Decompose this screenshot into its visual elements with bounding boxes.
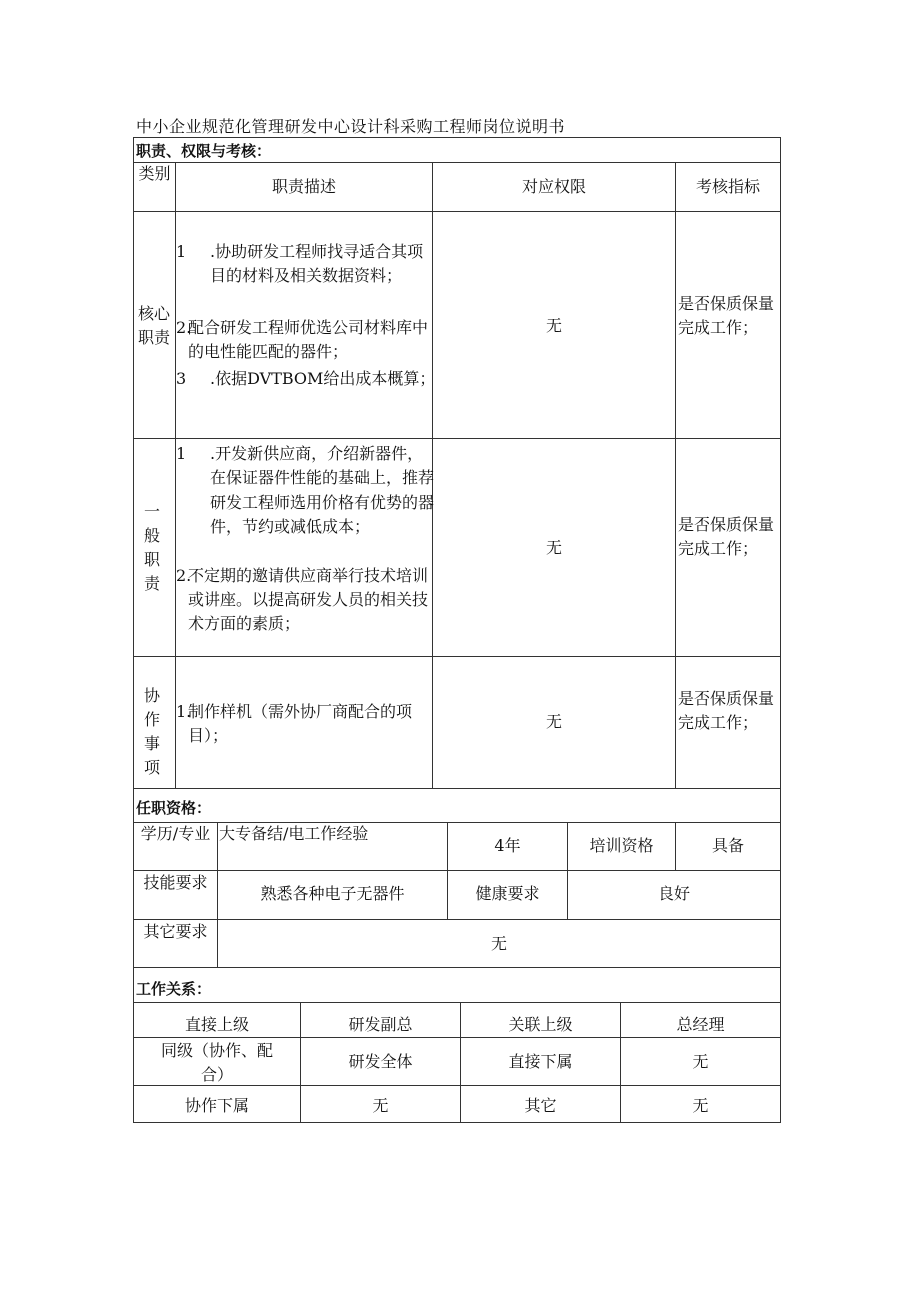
health-value: 良好 xyxy=(657,884,690,903)
relation-cell: 直接下属 xyxy=(508,1052,573,1071)
authority-value: 无 xyxy=(545,712,562,731)
relation-cell: 同级（协作、配合） xyxy=(160,1041,273,1084)
section-heading-relations: 工作关系： xyxy=(136,980,212,998)
education-label: 学历/专业 xyxy=(140,824,211,843)
relation-cell: 其它 xyxy=(524,1096,557,1115)
category-general: 一般职责 xyxy=(143,502,160,593)
relation-cell: 总经理 xyxy=(676,1015,725,1034)
header-category: 类别 xyxy=(138,164,171,183)
training-value: 具备 xyxy=(711,836,744,855)
authority-value: 无 xyxy=(545,316,562,335)
education-value: 大专备结/电工作经验 xyxy=(219,824,369,843)
experience-value: 4年 xyxy=(494,836,521,855)
assessment-value: 是否保质保量完成工作； xyxy=(678,689,775,732)
relation-cell: 研发副总 xyxy=(348,1015,413,1034)
relation-cell: 无 xyxy=(692,1052,709,1071)
authority-value: 无 xyxy=(545,538,562,557)
health-label: 健康要求 xyxy=(475,884,540,903)
skill-value: 熟悉各种电子无器件 xyxy=(260,884,405,903)
skill-label: 技能要求 xyxy=(143,873,208,892)
training-label: 培训资格 xyxy=(589,836,654,855)
section-heading-duties: 职责、权限与考核： xyxy=(136,142,272,160)
relation-cell: 无 xyxy=(372,1096,389,1115)
relation-cell: 关联上级 xyxy=(508,1015,573,1034)
other-label: 其它要求 xyxy=(143,922,208,941)
relation-cell: 研发全体 xyxy=(348,1052,413,1071)
relation-cell: 无 xyxy=(692,1096,709,1115)
section-heading-qualifications: 任职资格： xyxy=(136,799,212,817)
category-collaboration: 协作事项 xyxy=(143,686,160,777)
category-core: 核心职责 xyxy=(137,304,170,347)
document-title: 中小企业规范化管理研发中心设计科采购工程师岗位说明书 xyxy=(136,117,566,136)
header-duties: 职责描述 xyxy=(271,177,336,196)
assessment-value: 是否保质保量完成工作； xyxy=(678,515,775,558)
relation-cell: 直接上级 xyxy=(184,1015,249,1034)
header-assessment: 考核指标 xyxy=(695,177,760,196)
assessment-value: 是否保质保量完成工作； xyxy=(678,294,775,337)
relation-cell: 协作下属 xyxy=(184,1096,249,1115)
header-authority: 对应权限 xyxy=(521,177,586,196)
other-value: 无 xyxy=(490,934,507,953)
